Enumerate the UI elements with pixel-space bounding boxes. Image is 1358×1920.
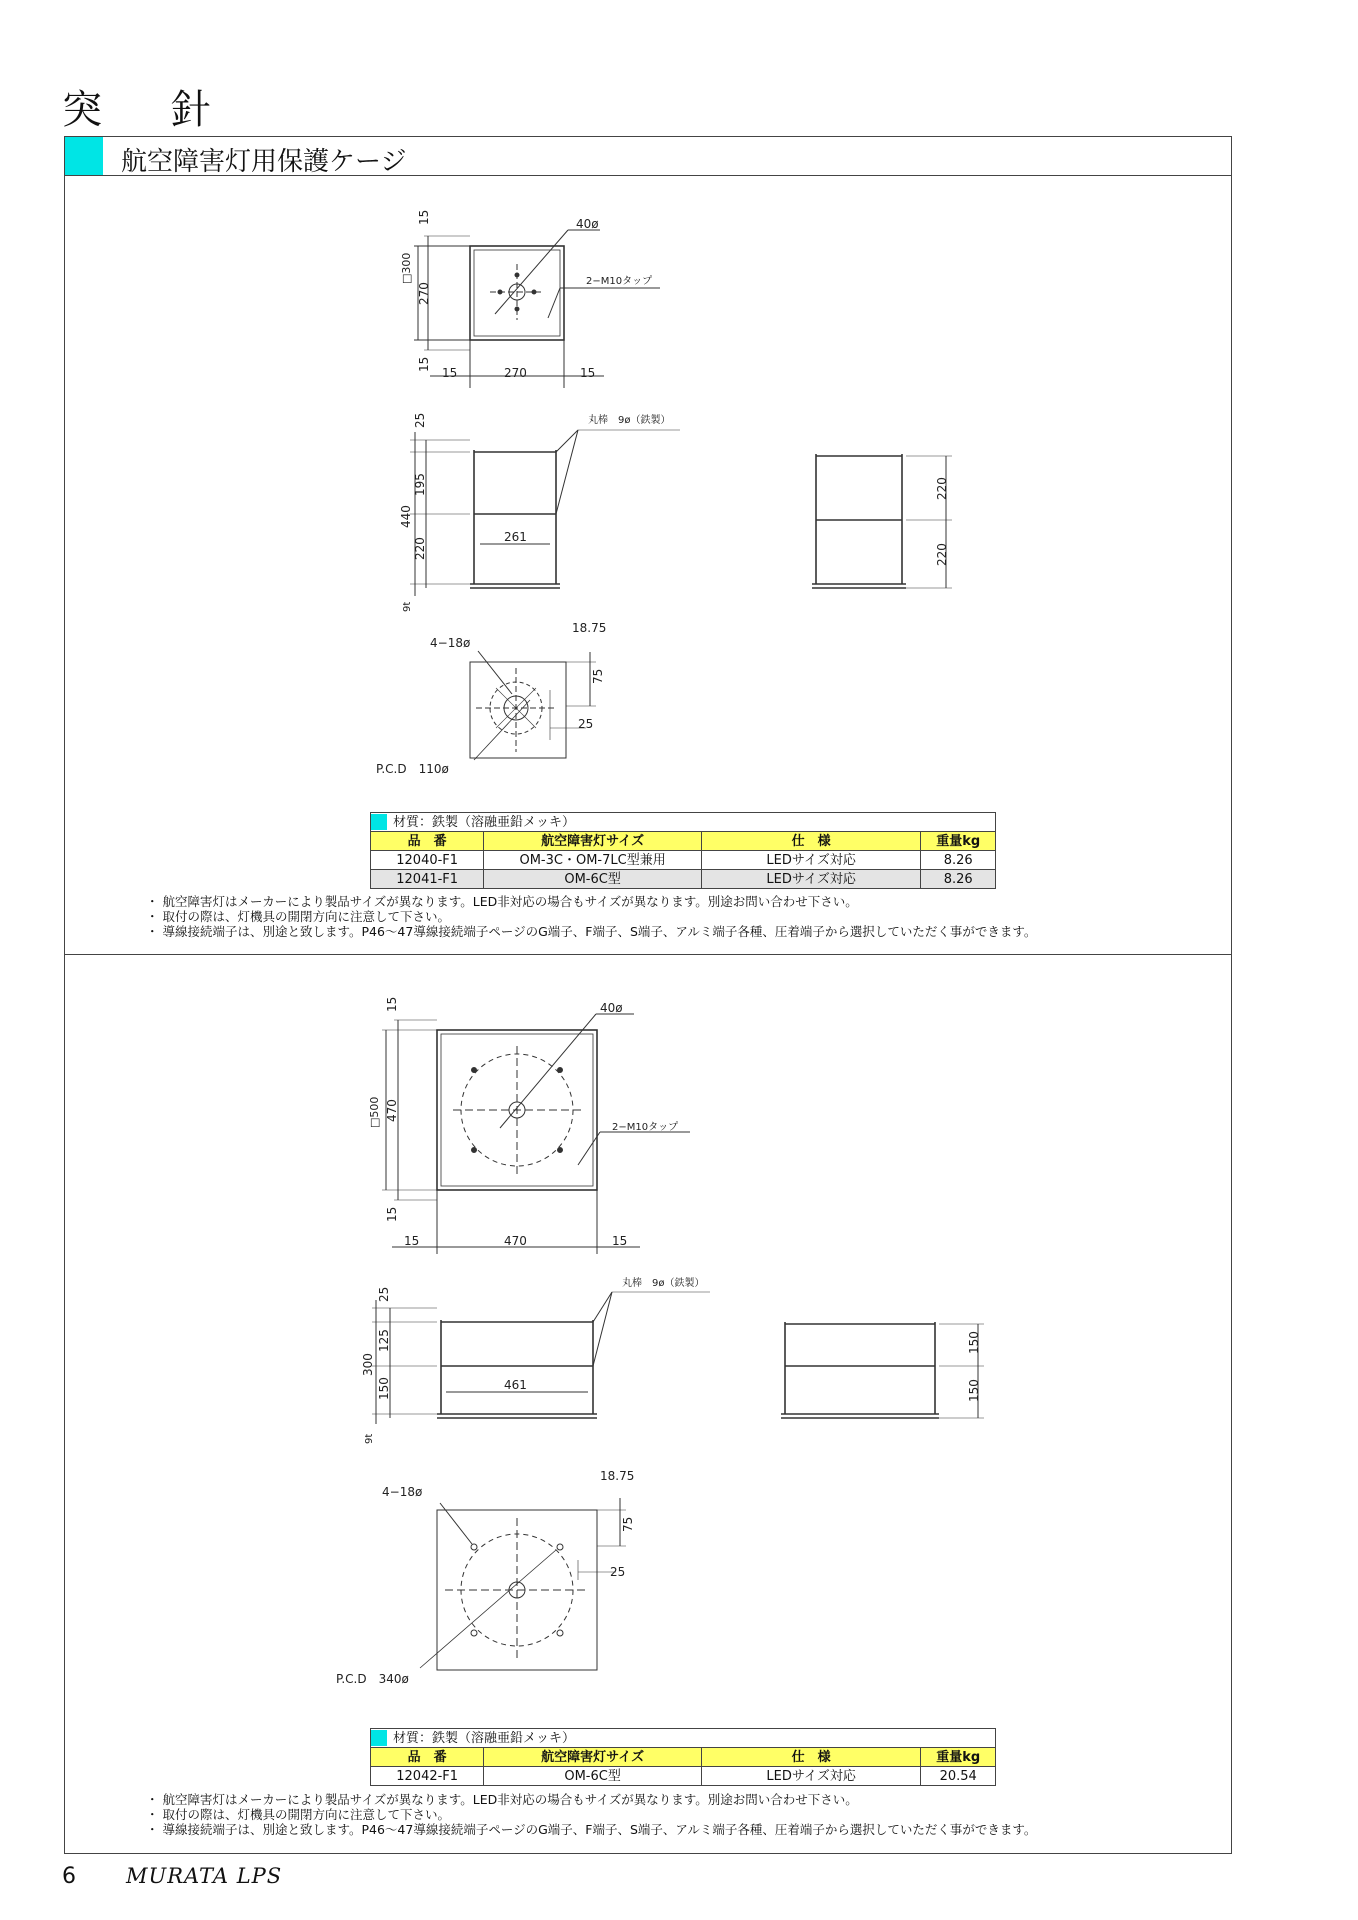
cell-spec: LEDサイズ対応	[701, 851, 921, 870]
dim-h-top: 25	[377, 1286, 391, 1302]
dim-off1: 18.75	[600, 1469, 635, 1483]
material-label: 材質：鉄製（溶融亜鉛メッキ）	[393, 814, 576, 830]
note-item: ・ 航空障害灯はメーカーにより製品サイズが異なります。LED非対応の場合もサイズが異なります。別途お問い合わせ下さい。	[146, 894, 858, 909]
base-plate-500	[420, 1498, 626, 1670]
note-item: ・ 取付の際は、灯機具の開閉方向に注意して下さい。	[146, 1807, 450, 1822]
col-weight: 重量kg	[921, 1748, 996, 1767]
dim-w-mid: 470	[504, 1234, 527, 1248]
material-label: 材質：鉄製（溶融亜鉛メッキ）	[393, 1730, 576, 1746]
dim-bar: 丸棒 9ø（鉄製）	[588, 415, 671, 426]
spec-table-2	[370, 1728, 996, 1786]
dim-pcd: P.C.D 340ø	[336, 1672, 409, 1686]
dim-tap: 2−M10タップ	[612, 1122, 679, 1133]
cell-spec: LEDサイズ対応	[701, 1767, 921, 1786]
dim-mid: 470	[385, 1099, 399, 1122]
section-title: 航空障害灯用保護ケージ	[121, 147, 407, 177]
dim-size: □500	[368, 1096, 381, 1128]
brand-name: MURATA LPS	[126, 1864, 283, 1888]
page-number: 6	[62, 1864, 76, 1889]
dim-plate: 9t	[364, 1433, 375, 1444]
dim-tap: 2−M10タップ	[586, 276, 653, 287]
dim-off1: 18.75	[572, 621, 607, 635]
cell-light-size: OM-3C・OM-7LC型兼用	[484, 851, 702, 870]
dim-inner: 461	[504, 1378, 527, 1392]
table-row	[371, 1767, 996, 1786]
dim-top: 15	[417, 209, 431, 225]
col-spec: 仕 様	[701, 1748, 921, 1767]
dim-h-total: 440	[399, 505, 413, 528]
dim-h2: 220	[413, 537, 427, 560]
dim-size: □300	[400, 252, 413, 284]
col-spec: 仕 様	[701, 832, 921, 851]
cell-part-no: 12042-F1	[371, 1767, 484, 1786]
notes-2	[146, 1792, 1036, 1837]
dim-side1: 220	[935, 477, 949, 500]
cell-light-size: OM-6C型	[484, 870, 702, 889]
dim-holes: 4−18ø	[382, 1485, 423, 1499]
col-light-size: 航空障害灯サイズ	[484, 832, 702, 851]
note-item: ・ 航空障害灯はメーカーにより製品サイズが異なります。LED非対応の場合もサイズが異なります。別途お問い合わせ下さい。	[146, 1792, 858, 1807]
dim-bottom: 15	[417, 356, 431, 372]
front-view-500	[372, 1292, 710, 1424]
dim-w-right: 15	[580, 366, 596, 380]
dim-inner: 261	[504, 530, 527, 544]
page-title: 突 針	[62, 87, 239, 133]
dim-side1: 150	[967, 1331, 981, 1354]
dim-h-top: 25	[413, 412, 427, 428]
dim-h1: 195	[413, 473, 427, 496]
col-light-size: 航空障害灯サイズ	[484, 1748, 702, 1767]
dim-side2: 220	[935, 543, 949, 566]
dim-side2: 150	[967, 1379, 981, 1402]
dim-hole: 40ø	[576, 217, 599, 231]
dim-off2: 75	[591, 668, 605, 684]
dim-bar: 丸棒 9ø（鉄製）	[622, 1278, 705, 1289]
col-part-no: 品 番	[371, 832, 484, 851]
dim-h2: 150	[377, 1377, 391, 1400]
note-item: ・ 導線接続端子は、別途と致します。P46〜47導線接続端子ページのG端子、F端子、S端子、アルミ端子各種、圧着端子から選択していただく事ができます。	[146, 1822, 1037, 1837]
cell-light-size: OM-6C型	[484, 1767, 702, 1786]
dim-w-left: 15	[442, 366, 458, 380]
material-marker	[371, 1730, 387, 1746]
cell-part-no: 12040-F1	[371, 851, 484, 870]
dim-mid: 270	[417, 282, 431, 305]
dim-plate: 9t	[402, 601, 413, 612]
note-item: ・ 導線接続端子は、別途と致します。P46〜47導線接続端子ページのG端子、F端子、S端子、アルミ端子各種、圧着端子から選択していただく事ができます。	[146, 924, 1037, 939]
note-item: ・ 取付の際は、灯機具の開閉方向に注意して下さい。	[146, 909, 450, 924]
dim-bottom: 15	[385, 1206, 399, 1222]
col-part-no: 品 番	[371, 1748, 484, 1767]
dim-h1: 125	[377, 1329, 391, 1352]
dim-holes: 4−18ø	[430, 636, 471, 650]
cell-weight: 8.26	[921, 851, 996, 870]
cell-weight: 8.26	[921, 870, 996, 889]
side-view-500	[781, 1322, 984, 1418]
dim-w-right: 15	[612, 1234, 628, 1248]
dim-w-left: 15	[404, 1234, 420, 1248]
dim-pcd: P.C.D 110ø	[376, 762, 449, 776]
cell-spec: LEDサイズ対応	[701, 870, 921, 889]
col-weight: 重量kg	[921, 832, 996, 851]
dim-w-mid: 270	[504, 366, 527, 380]
cell-part-no: 12041-F1	[371, 870, 484, 889]
dim-off2: 75	[621, 1516, 635, 1532]
cell-weight: 20.54	[921, 1767, 996, 1786]
top-view-500	[382, 1014, 690, 1254]
dim-off3: 25	[578, 717, 594, 731]
dim-off3: 25	[610, 1565, 626, 1579]
dim-hole: 40ø	[600, 1001, 623, 1015]
dim-top: 15	[385, 996, 399, 1012]
dim-h-total: 300	[361, 1353, 375, 1376]
